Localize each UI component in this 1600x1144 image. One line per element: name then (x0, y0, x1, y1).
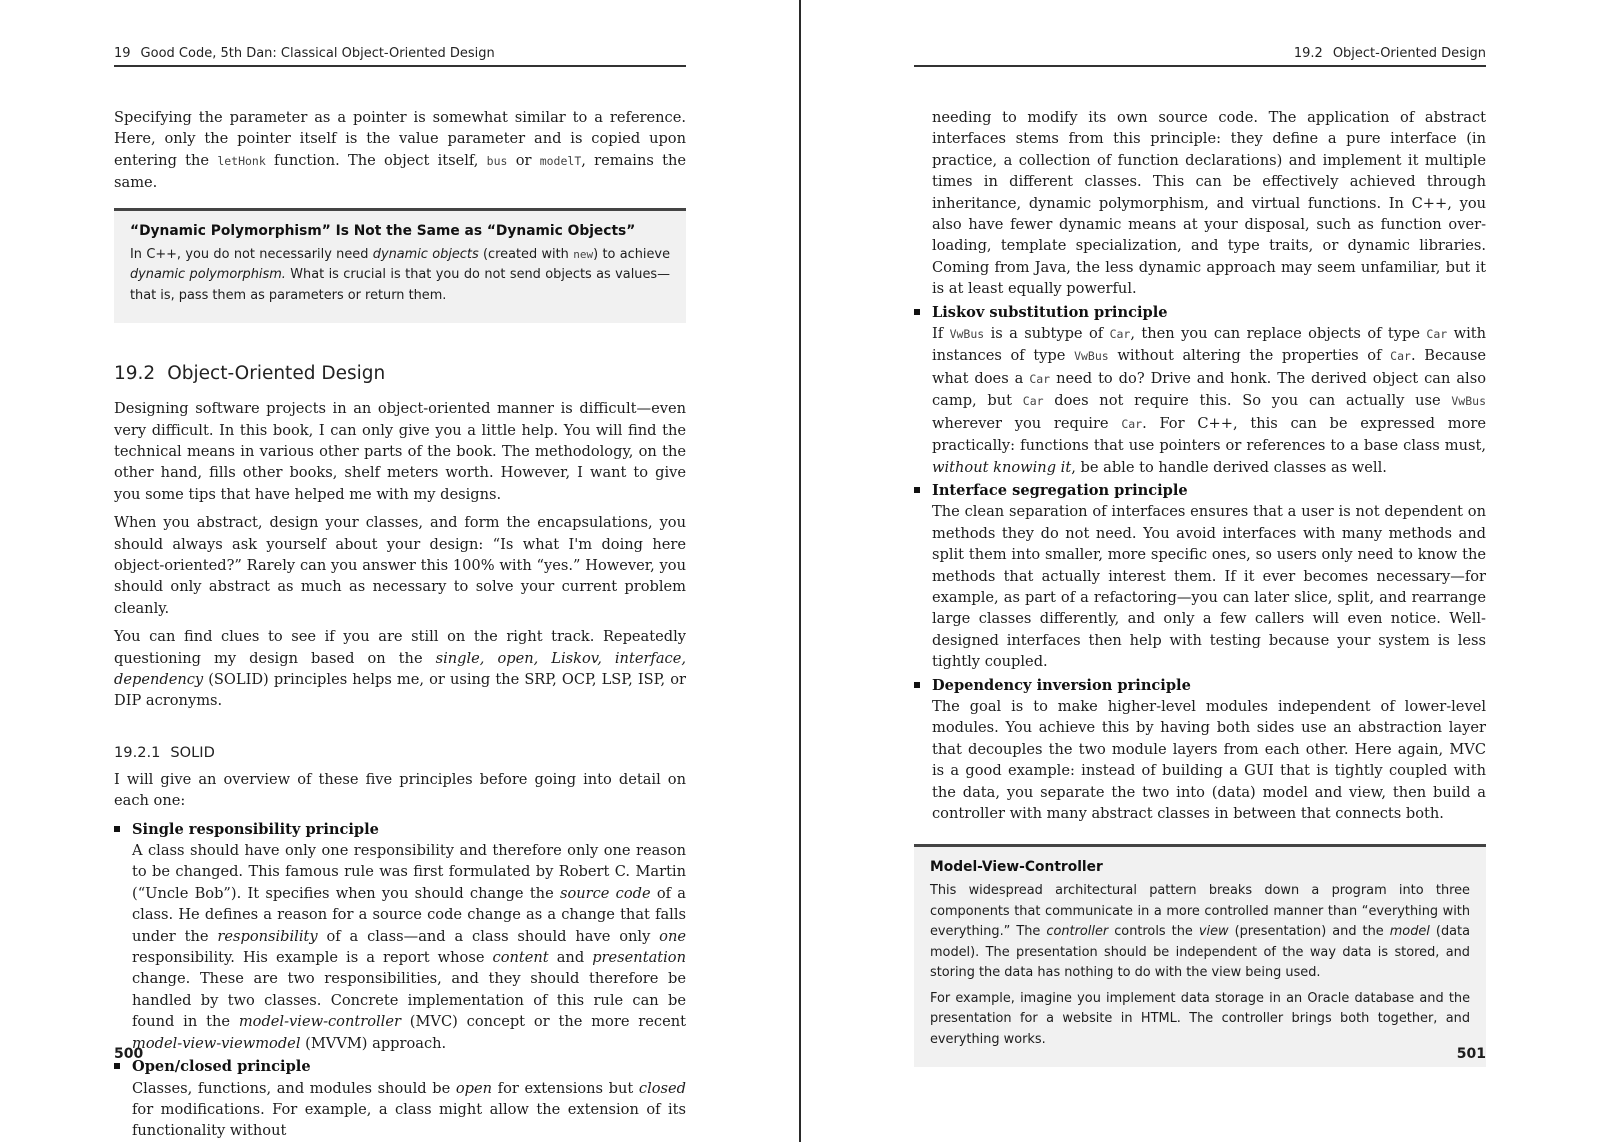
principle-title: Single responsibility principle (132, 820, 379, 838)
principle-title: Open/closed principle (132, 1058, 311, 1076)
list-item (114, 1056, 686, 1142)
emphasis-text: controller (1046, 924, 1109, 940)
chapter-title: Good Code, 5th Dan: Classical Object-Oriented Design (140, 46, 495, 61)
emphasis-text: closed (638, 1079, 686, 1097)
inline-code: VwBus (1074, 349, 1109, 364)
running-head-right (914, 46, 1486, 67)
subsection-heading (114, 744, 686, 761)
note-title: “Dynamic Polymorphism” Is Not the Same as “Dynamic Objects” (130, 222, 636, 239)
inline-code: modelT (539, 153, 582, 168)
principle-body: The clean separation of interfaces ensures that a user is not dependent on methods they do not need. You avoid interfaces with many methods and split them into smaller, more specific ones, so users only need to know the methods that actually interest them. If it ever becomes necessary—for example, as part of a refactoring—you can later slice, split, and rearrange large classes differently, and only a few callers will even notice. Well-designed interfaces then help with testing because your system is less tightly coupled. (932, 503, 1486, 671)
emphasis-text: view (1198, 924, 1229, 940)
note-paragraph: For example, imagine you implement data storage in an Oracle database and the presentation for a website in HTML. The controller brings both together, and everything works. (930, 990, 1470, 1047)
emphasis-text: without knowing it (932, 458, 1072, 476)
left-page-content (114, 107, 686, 1144)
list-item (914, 675, 1486, 825)
inline-code: Car (1109, 327, 1131, 342)
inline-code: VwBus (1451, 394, 1486, 409)
section-paragraph: When you abstract, design your classes, and form the encapsulations, you should always ask yourself about your design: “Is what I'm doing here object-oriented?” Rarely can you answer this 100% with “yes.” However, you should only abstract as much as necessary to solve your current problem cleanly. (114, 514, 686, 617)
running-section-title: Object-Oriented Design (1332, 46, 1486, 61)
emphasis-text: content (492, 949, 549, 967)
list-item (914, 480, 1486, 673)
inline-code: VwBus (949, 327, 985, 342)
inline-code: Car (1022, 394, 1044, 409)
note-paragraph: This widespread architectural pattern breaks down a program into three components that communicate in a more controlled manner than “everything with everything.” The controller controls the view (presentation) and the model (data model). The presentation should be independent of the way data is stored, and storing the data has nothing to do with the view being used. (930, 883, 1470, 981)
chapter-number: 19 (114, 46, 131, 61)
emphasis-text: source code (559, 884, 651, 902)
emphasis-text: model-view-viewmodel (132, 1034, 301, 1052)
principle-body: Classes, functions, and modules should be open for extensions but closed for modifications. For example, a class might allow the extension of its functionality without (132, 1079, 686, 1140)
right-page (914, 0, 1486, 1142)
emphasis-text: one (659, 927, 686, 945)
square-bullet-icon (114, 1063, 120, 1069)
square-bullet-icon (914, 487, 920, 493)
mvc-note (914, 844, 1486, 1067)
emphasis-text: open (455, 1079, 493, 1097)
principle-title: Liskov substitution principle (932, 303, 1168, 321)
principle-title: Interface segregation principle (932, 481, 1188, 499)
right-page-content (914, 107, 1486, 1067)
dynamic-polymorphism-note (114, 208, 686, 324)
inline-code: Car (1121, 416, 1143, 431)
continuation-paragraph: needing to modify its own source code. The application of abstract interfaces stems from this principle: they define a pure interface (in practice, a collection of function declarations) and implement it multiple times in different classes. This can be effectively achieved through inheritance, dynamic polymorphism, and virtual functions. In C++, you also have fewer dynamic means at your disposal, such as function overloading, template specialization, and type traits, or dynamic libraries. Coming from Java, the less dynamic approach may seem unfamiliar, but it is at least equally powerful. (932, 109, 1486, 298)
page-number-right: 501 (1456, 1046, 1486, 1062)
emphasis-text: model-view-controller (238, 1013, 401, 1031)
emphasis-text: dynamic polymorphism. (130, 267, 286, 283)
emphasis-text: dynamic objects (372, 246, 479, 262)
square-bullet-icon (914, 682, 920, 688)
section-paragraph: You can find clues to see if you are still on the right track. Repeatedly questioning my design based on the single, open, Liskov, interface, dependency (SOLID) principles helps me, or using the SRP, OCP, LSP, ISP, or DIP acronyms. (114, 628, 686, 710)
inline-code: letHonk (217, 153, 266, 168)
inline-code: Car (1390, 349, 1411, 364)
solid-list-left (114, 819, 686, 1142)
inline-code: new (573, 247, 594, 261)
square-bullet-icon (114, 826, 120, 832)
subsection-intro: I will give an overview of these five principles before going into detail on each one: (114, 770, 686, 810)
running-section-number: 19.2 (1293, 46, 1323, 61)
emphasis-text: single, open, Liskov, interface, dependency (114, 649, 686, 688)
principle-body: A class should have only one responsibility and therefore only one reason to be changed. This famous rule was first formulated by Robert C. Martin (“Uncle Bob”). It specifies when you should change the source code of a class. He defines a reason for a source code change as a change that falls under the responsibility of a class—and a class should have only one responsibility. His example is a report whose content and presentation change. These are two responsibilities, and they should therefore be handled by two classes. Concrete implementation of this rule can be found in the model-view-controller (MVC) concept or the more recent model-view-viewmodel (MVVM) approach. (132, 842, 687, 1052)
inline-code: Car (1426, 327, 1448, 342)
note-title: Model-View-Controller (930, 859, 1103, 876)
book-gutter (799, 0, 801, 1142)
inline-code: bus (486, 153, 508, 168)
section-number: 19.2 (114, 363, 156, 385)
running-head-left (114, 46, 686, 67)
list-item-continuation (914, 107, 1486, 300)
list-item (114, 819, 686, 1054)
inline-code: Car (1029, 371, 1051, 386)
note-paragraph: In C++, you do not necessarily need dynamic objects (created with new) to achieve dynamic polymorphism. What is crucial is that you do not send objects as values—that is, pass them as parameters or return them. (130, 246, 670, 303)
solid-list-right (914, 107, 1486, 824)
section-title: Object-Oriented Design (167, 363, 386, 385)
emphasis-text: responsibility (217, 927, 318, 945)
emphasis-text: presentation (592, 949, 686, 967)
subsection-title: SOLID (170, 743, 215, 761)
square-bullet-icon (914, 309, 920, 315)
page-number-left: 500 (114, 1046, 144, 1062)
principle-title: Dependency inversion principle (932, 676, 1191, 694)
principle-body: The goal is to make higher-level modules independent of lower-level modules. You achieve this by having both sides use an abstraction layer that decouples the two module layers from each other. Here again, MVC is a good example: instead of building a GUI that is tightly coupled with the data, you separate the two into (data) model and view, then build a controller with many abstract classes in between that connects both. (932, 697, 1486, 822)
intro-paragraph: Specifying the parameter as a pointer is somewhat similar to a reference. Here, only the pointer itself is the value parameter and is copied upon entering the letHonk function. The object itself, bus or modelT, remains the same. (114, 109, 686, 192)
emphasis-text: model (1389, 924, 1430, 940)
section-paragraph: Designing software projects in an object-oriented manner is difficult—even very difficult. In this book, I can only give you a little help. You will find the technical means in various other parts of the book. The methodology, on the other hand, fills other books, shelf meters worth. However, I want to give you some tips that have helped me with my designs. (114, 400, 686, 503)
section-heading (114, 363, 686, 384)
list-item (914, 302, 1486, 478)
principle-body: If VwBus is a subtype of Car, then you can replace objects of type Car with instances of type VwBus without altering the properties of Car. Because what does a Car need to do? Drive and honk. The derived object can also camp, but Car does not require this. So you can actually use VwBus wherever you require Car. For C++, this can be expressed more practically: functions that use pointers or references to a base class must, without knowing it, be able to handle derived classes as well. (932, 325, 1487, 476)
left-page (114, 0, 686, 1142)
subsection-number: 19.2.1 (114, 743, 161, 761)
